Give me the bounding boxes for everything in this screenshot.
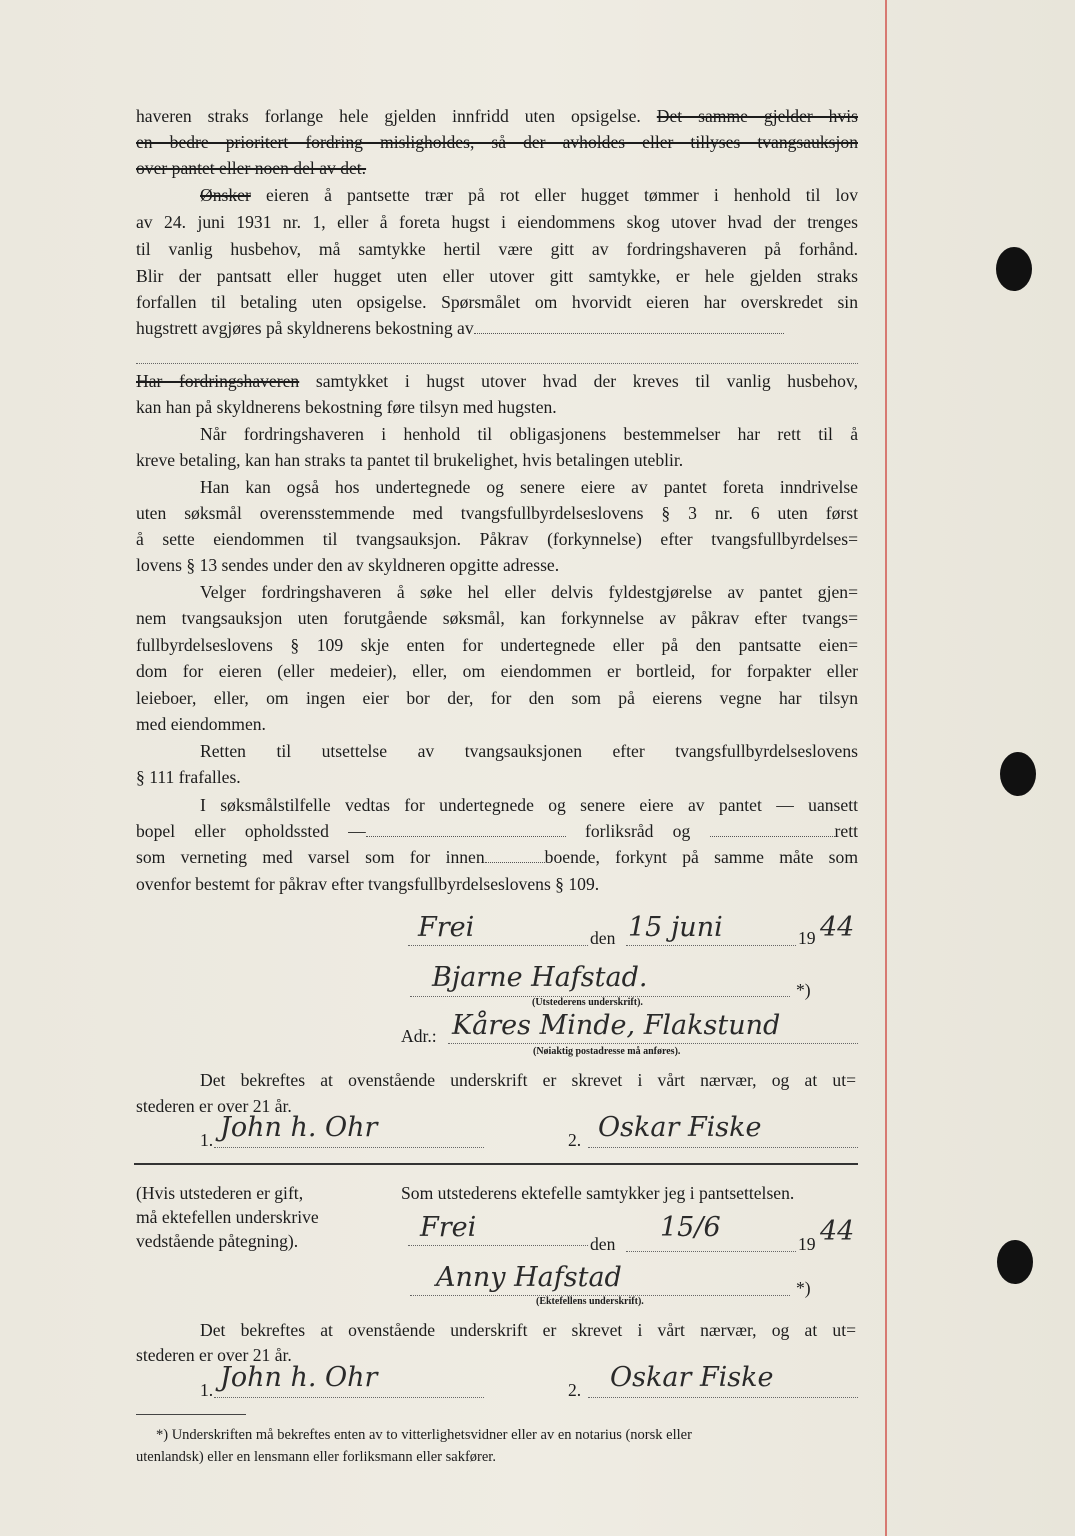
text-line — [200, 580, 858, 604]
text-line — [136, 659, 858, 683]
text-segment: eieren å pantsette trær på rot eller hugget tømmer i henhold til lov — [250, 185, 858, 205]
text-line — [136, 712, 858, 736]
text-line — [136, 369, 858, 393]
text-line — [136, 872, 858, 896]
section-divider — [134, 1163, 858, 1165]
witness-signature: Oskar Fiske — [610, 1362, 774, 1393]
text-segment: Når fordringshaveren i henhold til obligasjonens bestemmelser har rett til å — [200, 424, 858, 444]
witness-signature: Oskar Fiske — [598, 1112, 762, 1143]
witness-number: 2. — [568, 1380, 582, 1400]
struck-text: Det samme gjelder hvis — [656, 106, 859, 126]
text-segment: uten søksmål overensstemmende med tvangsfullbyrdelseslovens § 3 nr. 6 uten først — [136, 503, 858, 523]
red-margin-line — [885, 0, 887, 1536]
text-line — [136, 633, 858, 657]
fill-in-blank — [366, 822, 566, 837]
address-label: Adr.: — [401, 1026, 437, 1046]
punch-hole — [1000, 752, 1036, 796]
footnote-rule — [136, 1414, 246, 1415]
witness-signature: John h. Ohr — [220, 1112, 378, 1143]
text-line — [136, 553, 858, 577]
witness-line — [588, 1396, 858, 1398]
address-caption: (Nøiaktig postadresse må anføres). — [533, 1046, 681, 1057]
witness-line — [214, 1396, 484, 1398]
place-line — [408, 1244, 588, 1246]
address-handwritten: Kåres Minde, Flakstund — [452, 1010, 781, 1041]
witness-text: Det bekreftes at ovenstående underskrift er skrevet i vårt nærvær, og at ut= — [200, 1320, 856, 1340]
witness-text: stederen er over 21 år. — [136, 1096, 292, 1116]
date-handwritten: 15 juni — [628, 912, 723, 943]
text-line — [136, 130, 858, 154]
date-line — [626, 1250, 796, 1252]
text-segment: forfallen til betaling uten opsigelse. Spørsmålet om hvorvidt eieren har overskredet sin — [136, 292, 858, 312]
text-line — [200, 793, 858, 817]
punch-hole — [997, 1240, 1033, 1284]
signature-caption: (Utstederens underskrift). — [532, 997, 643, 1008]
text-segment: å sette eiendommen til tvangsauksjon. Påkrav (forkynnelse) efter tvangsfullbyrdelses= — [136, 529, 858, 549]
text-segment: Velger fordringshaveren å søke hel eller delvis fyldestgjørelse av pantet gjen= — [200, 582, 858, 602]
spouse-note: vedstående påtegning). — [136, 1231, 299, 1251]
text-line — [136, 765, 858, 789]
text-line — [136, 606, 858, 630]
dotted-separator — [136, 362, 858, 364]
text-segment: forliksråd og — [565, 821, 710, 841]
witness-number: 1. — [200, 1380, 214, 1400]
text-segment: dom for eieren (eller medeier), eller, om eiendommen er bortleid, for forpakter eller — [136, 661, 858, 681]
struck-text: Ønsker — [200, 185, 251, 205]
year-handwritten: 44 — [820, 912, 855, 943]
text-segment: av 24. juni 1931 nr. 1, eller å foreta hugst i eiendommens skog utover hvad der trenges — [136, 212, 858, 232]
witness-signature: John h. Ohr — [220, 1362, 378, 1393]
witness-number: 1. — [200, 1130, 214, 1150]
text-line — [136, 448, 858, 472]
text-line — [136, 527, 858, 551]
fill-in-blank — [485, 848, 545, 863]
text-segment: haveren straks forlange hele gjelden innfridd uten opsigelse. — [136, 106, 657, 126]
text-segment: fullbyrdelseslovens § 109 skje enten for undertegnede eller på den pantsatte eien= — [136, 635, 858, 655]
fill-in-blank — [710, 822, 835, 837]
text-segment: Retten til utsettelse av tvangsauksjonen efter tvangsfullbyrdelseslovens — [200, 741, 858, 761]
text-line — [200, 475, 858, 499]
text-line — [200, 422, 858, 446]
text-segment: leieboer, eller, om ingen eier bor der, for den som på eierens vegne har tilsyn — [136, 688, 858, 708]
text-line — [136, 316, 858, 340]
year-handwritten: 44 — [820, 1216, 855, 1247]
issuer-signature: Bjarne Hafstad. — [432, 962, 648, 993]
text-segment: samtykket i hugst utover hvad der kreves til vanlig husbehov, — [299, 371, 858, 391]
text-segment: med eiendommen. — [136, 714, 266, 734]
text-line — [136, 819, 858, 843]
year-prefix: 19 — [798, 1234, 816, 1254]
struck-text: en bedre prioritert fordring misligholdes, så der avholdes eller tillyses tvangsauksjon — [136, 132, 858, 152]
fill-in-blank — [474, 319, 784, 334]
date-line — [626, 944, 796, 946]
text-segment: bopel eller opholdssted — — [136, 821, 366, 841]
text-line — [136, 104, 858, 128]
witness-text: stederen er over 21 år. — [136, 1345, 292, 1365]
text-segment: til vanlig husbehov, må samtykke hertil være gitt av fordringshaveren på forhånd. — [136, 239, 858, 259]
text-line — [136, 686, 858, 710]
text-line — [136, 395, 858, 419]
date-handwritten: 15/6 — [660, 1212, 721, 1243]
text-segment: kreve betaling, kan han straks ta pantet til brukelighet, hvis betalingen uteblir. — [136, 450, 684, 470]
text-segment: I søksmålstilfelle vedtas for undertegnede og senere eiere av pantet — uansett — [200, 795, 858, 815]
place-handwritten: Frei — [420, 1212, 477, 1243]
address-line — [448, 1042, 858, 1044]
struck-text: Har fordringshaveren — [136, 371, 300, 391]
struck-text: over pantet eller noen del av det. — [136, 158, 367, 178]
text-segment: rett — [834, 821, 858, 841]
place-line — [408, 944, 588, 946]
year-prefix: 19 — [798, 928, 816, 948]
signature-caption: (Ektefellens underskrift). — [536, 1296, 644, 1307]
text-line — [136, 501, 858, 525]
text-segment: Han kan også hos undertegnede og senere eiere av pantet foreta inndrivelse — [200, 477, 858, 497]
text-line — [136, 264, 858, 288]
text-segment: boende, forkynt på samme måte som — [544, 847, 859, 867]
spouse-signature: Anny Hafstad — [436, 1262, 622, 1293]
text-segment: ovenfor bestemt for påkrav efter tvangsfullbyrdelseslovens § 109. — [136, 874, 600, 894]
spouse-note: må ektefellen underskrive — [136, 1207, 319, 1227]
witness-line — [214, 1146, 484, 1148]
text-segment: lovens § 13 sendes under den av skyldneren opgitte adresse. — [136, 555, 560, 575]
text-segment: § 111 frafalles. — [136, 767, 241, 787]
text-line — [136, 290, 858, 314]
text-segment: hugstrett avgjøres på skyldnerens bekostning av — [136, 318, 474, 338]
spouse-note: (Hvis utstederen er gift, — [136, 1183, 304, 1203]
text-line — [200, 739, 858, 763]
den-label: den — [590, 1234, 616, 1254]
witness-text: Det bekreftes at ovenstående underskrift er skrevet i vårt nærvær, og at ut= — [200, 1070, 856, 1090]
text-segment: Blir der pantsatt eller hugget uten eller utover gitt samtykke, er hele gjelden straks — [136, 266, 858, 286]
witness-line — [588, 1146, 858, 1148]
text-line — [200, 183, 858, 207]
text-segment: nem tvangsauksjon uten forutgående søksmål, kan forkynnelse av påkrav efter tvangs= — [136, 608, 858, 628]
punch-hole — [996, 247, 1032, 291]
witness-number: 2. — [568, 1130, 582, 1150]
text-line — [136, 237, 858, 261]
text-line — [136, 156, 858, 180]
footnote: *) Underskriften må bekreftes enten av to vitterlighetsvidner eller av en notarius (norsk eller — [156, 1427, 692, 1443]
footnote: utenlandsk) eller en lensmann eller forliksmann eller sakfører. — [136, 1449, 496, 1465]
text-line — [136, 210, 858, 234]
place-handwritten: Frei — [418, 912, 475, 943]
text-line — [136, 845, 858, 869]
den-label: den — [590, 928, 616, 948]
footnote-ref: *) — [796, 1278, 811, 1298]
spouse-consent: Som utstederens ektefelle samtykker jeg i pantsettelsen. — [401, 1183, 795, 1203]
text-segment: som verneting med varsel som for innen — [136, 847, 485, 867]
text-segment: kan han på skyldnerens bekostning føre tilsyn med hugsten. — [136, 397, 557, 417]
footnote-ref: *) — [796, 980, 811, 1000]
